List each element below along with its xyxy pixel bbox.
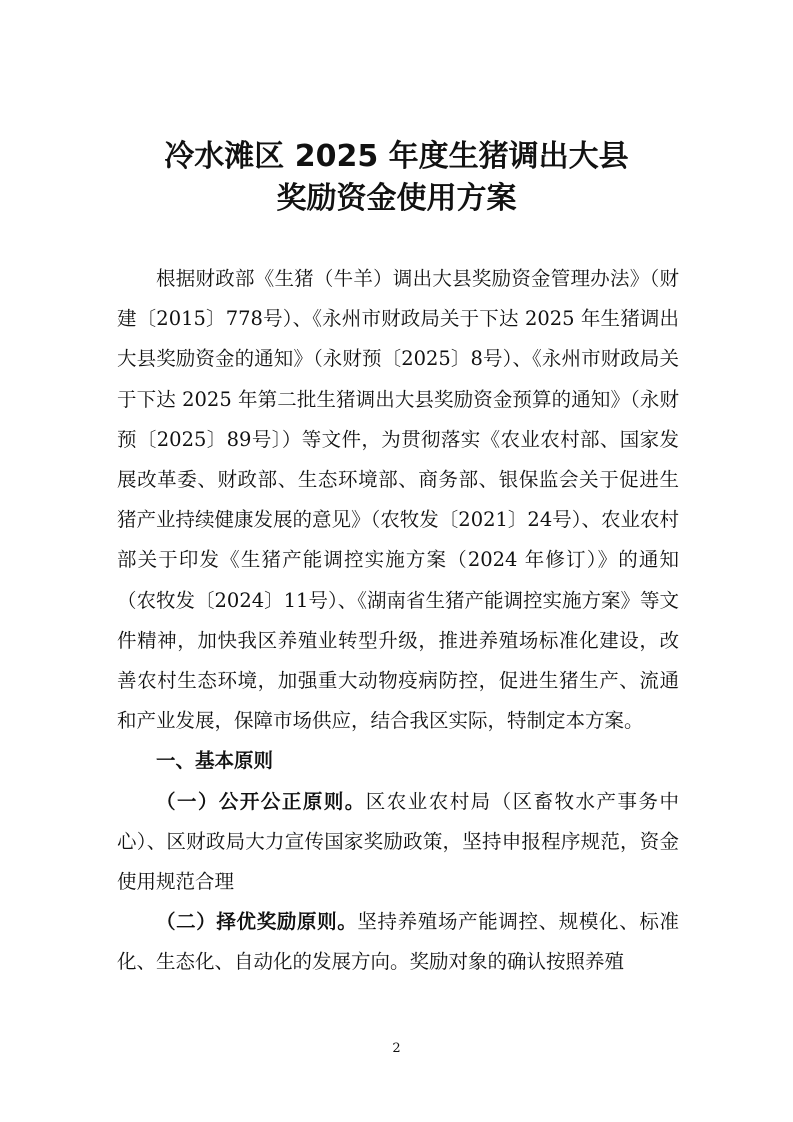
principle-1-text: 区农业农村局（区畜牧水产事务中心）、区财政局大力宣传国家奖励政策，坚持申报程序规范，资金使用规范合理 [117,789,679,894]
section-heading-basic-principles: 一、基本原则 [156,749,274,773]
principle-2-paragraph [117,902,679,982]
document-title-line-1: 冷水滩区 2025 年度生猪调出大县 [164,139,629,174]
document-title-line-2: 奖励资金使用方案 [276,181,517,216]
principle-2-heading: （二）择优奖励原则。 [156,910,358,934]
principle-1-heading: （一）公开公正原则。 [156,789,366,813]
page-number: 2 [392,1041,401,1056]
principle-1-paragraph [117,782,679,903]
intro-paragraph: 根据财政部《生猪（牛羊）调出大县奖励资金管理办法》（财建〔2015〕778号）、《永州市财政局关于下达 2025 年生猪调出大县奖励资金的通知》（永财预〔2025〕8号）、《永州市财政局关于下达 2025 年第二批生猪调出大县奖励资金预算的通知》（永财预〔2025〕89号〕）等文件，为贯彻落实《农业农村部、国家发展改革委、财政部、生态环境部、商务部、银保监会关于促进生猪产业持续健康发展的意见》（农牧发〔2021〕24号）、农业农村部关于印发《生猪产能调控实施方案（2024 年修订）》的通知（农牧发〔2024〕11号）、《湖南省生猪产能调控实施方案》等文件精神，加快我区养殖业转型升级，推进养殖场标准化建设，改善农村生态环境，加强重大动物疫病防控，促进生猪生产、流通和产业发展，保障市场供应，结合我区实际，特制定本方案。 [117,267,679,733]
document-body [117,259,679,983]
principle-2-text: 坚持养殖场产能调控、规模化、标准化、生态化、自动化的发展方向。奖励对象的确认按照养殖 [117,910,679,974]
